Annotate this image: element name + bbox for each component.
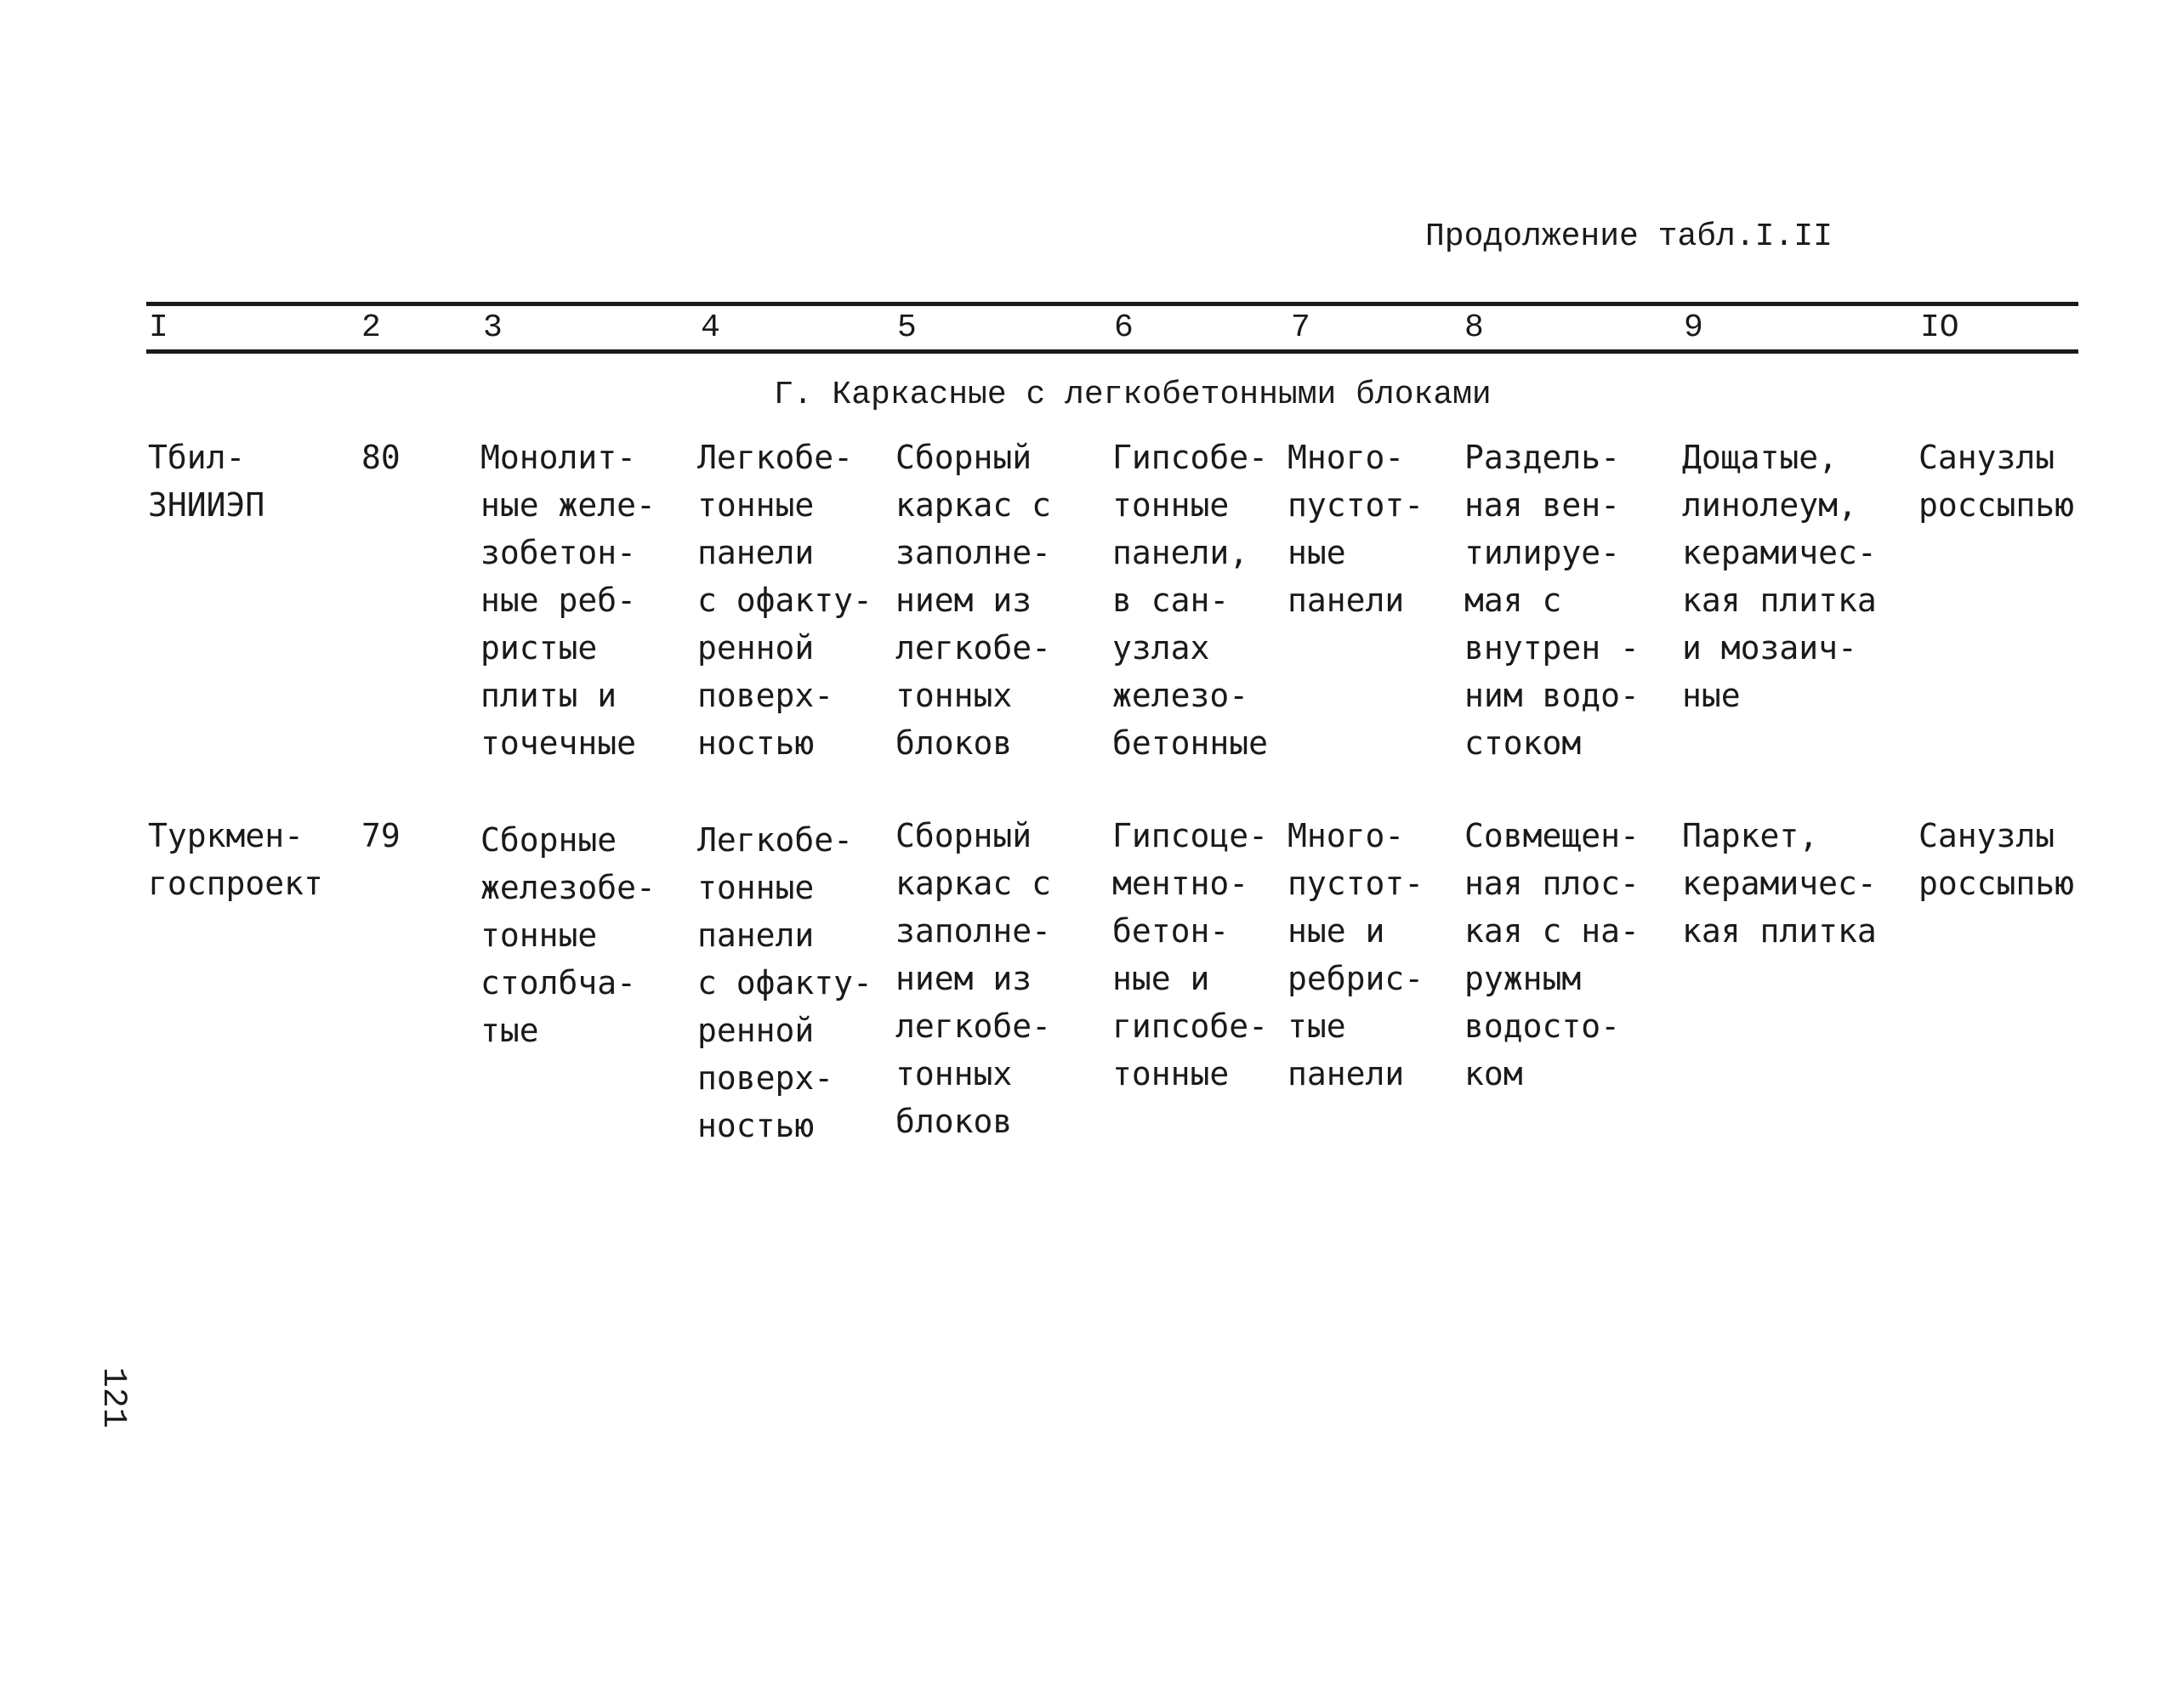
table-cell: Много- пустот- ные и ребрис- тые панели <box>1287 817 1424 1092</box>
page-number-text: 121 <box>94 1366 133 1429</box>
table-cell: Легкобе- тонные панели с офакту- ренной поверх- ностью <box>697 439 873 762</box>
column-header-8: 8 <box>1464 309 1484 346</box>
column-header-7: 7 <box>1291 309 1310 346</box>
table-cell: Монолит- ные желе- зобетон- ные реб- ристые плиты и точечные <box>480 439 656 762</box>
table-cell: Сборный каркас с заполне- нием из легкобе- тонных блоков <box>895 439 1052 762</box>
column-header-6: 6 <box>1114 309 1134 346</box>
table-cell: Легкобе- тонные панели с офакту- ренной поверх- ностью <box>697 821 873 1144</box>
column-header-4: 4 <box>701 309 720 346</box>
table-cell: Раздель- ная вен- тилируе- мая с внутрен - ним водо- стоком <box>1464 439 1640 762</box>
table-cell: Туркмен- госпроект <box>148 817 323 902</box>
column-header-10: IO <box>1920 309 1959 346</box>
table-cell: Дощатые, линолеум, керамичес- кая плитка и мозаич- ные <box>1682 439 1877 714</box>
table-cell: Санузлы россыпью <box>1918 817 2075 902</box>
table-cell: Много- пустот- ные панели <box>1287 439 1424 619</box>
section-title: Г. Каркасные с легкобетонными блоками <box>774 377 1492 413</box>
table-cell: 80 <box>361 439 401 476</box>
table-cell: Гипсоце- ментно- бетон- ные и гипсобе- тонные <box>1112 817 1269 1092</box>
column-header-5: 5 <box>897 309 917 346</box>
column-header-1: I <box>149 309 168 346</box>
table-cell: 79 <box>361 817 401 854</box>
header-rule-top <box>146 302 2078 306</box>
table-cell: Совмещен- ная плос- кая с на- ружным водосто- ком <box>1464 817 1640 1092</box>
table-cell: Сборные железобе- тонные столбча- тые <box>480 821 656 1049</box>
table-cell: Санузлы россыпью <box>1918 439 2075 524</box>
column-header-9: 9 <box>1684 309 1703 346</box>
table-cell: Тбил- ЗНИИЭП <box>148 439 265 524</box>
table-cell: Паркет, керамичес- кая плитка <box>1682 817 1877 950</box>
column-header-3: 3 <box>483 309 503 346</box>
table-caption: Продолжение табл.I.II <box>1425 218 1833 255</box>
column-header-2: 2 <box>361 309 381 346</box>
header-rule-bottom <box>146 349 2078 354</box>
page-number <box>94 1355 133 1440</box>
table-cell: Сборный каркас с заполне- нием из легкобе- тонных блоков <box>895 817 1052 1140</box>
table-cell: Гипсобе- тонные панели, в сан- узлах железо- бетонные <box>1112 439 1269 762</box>
